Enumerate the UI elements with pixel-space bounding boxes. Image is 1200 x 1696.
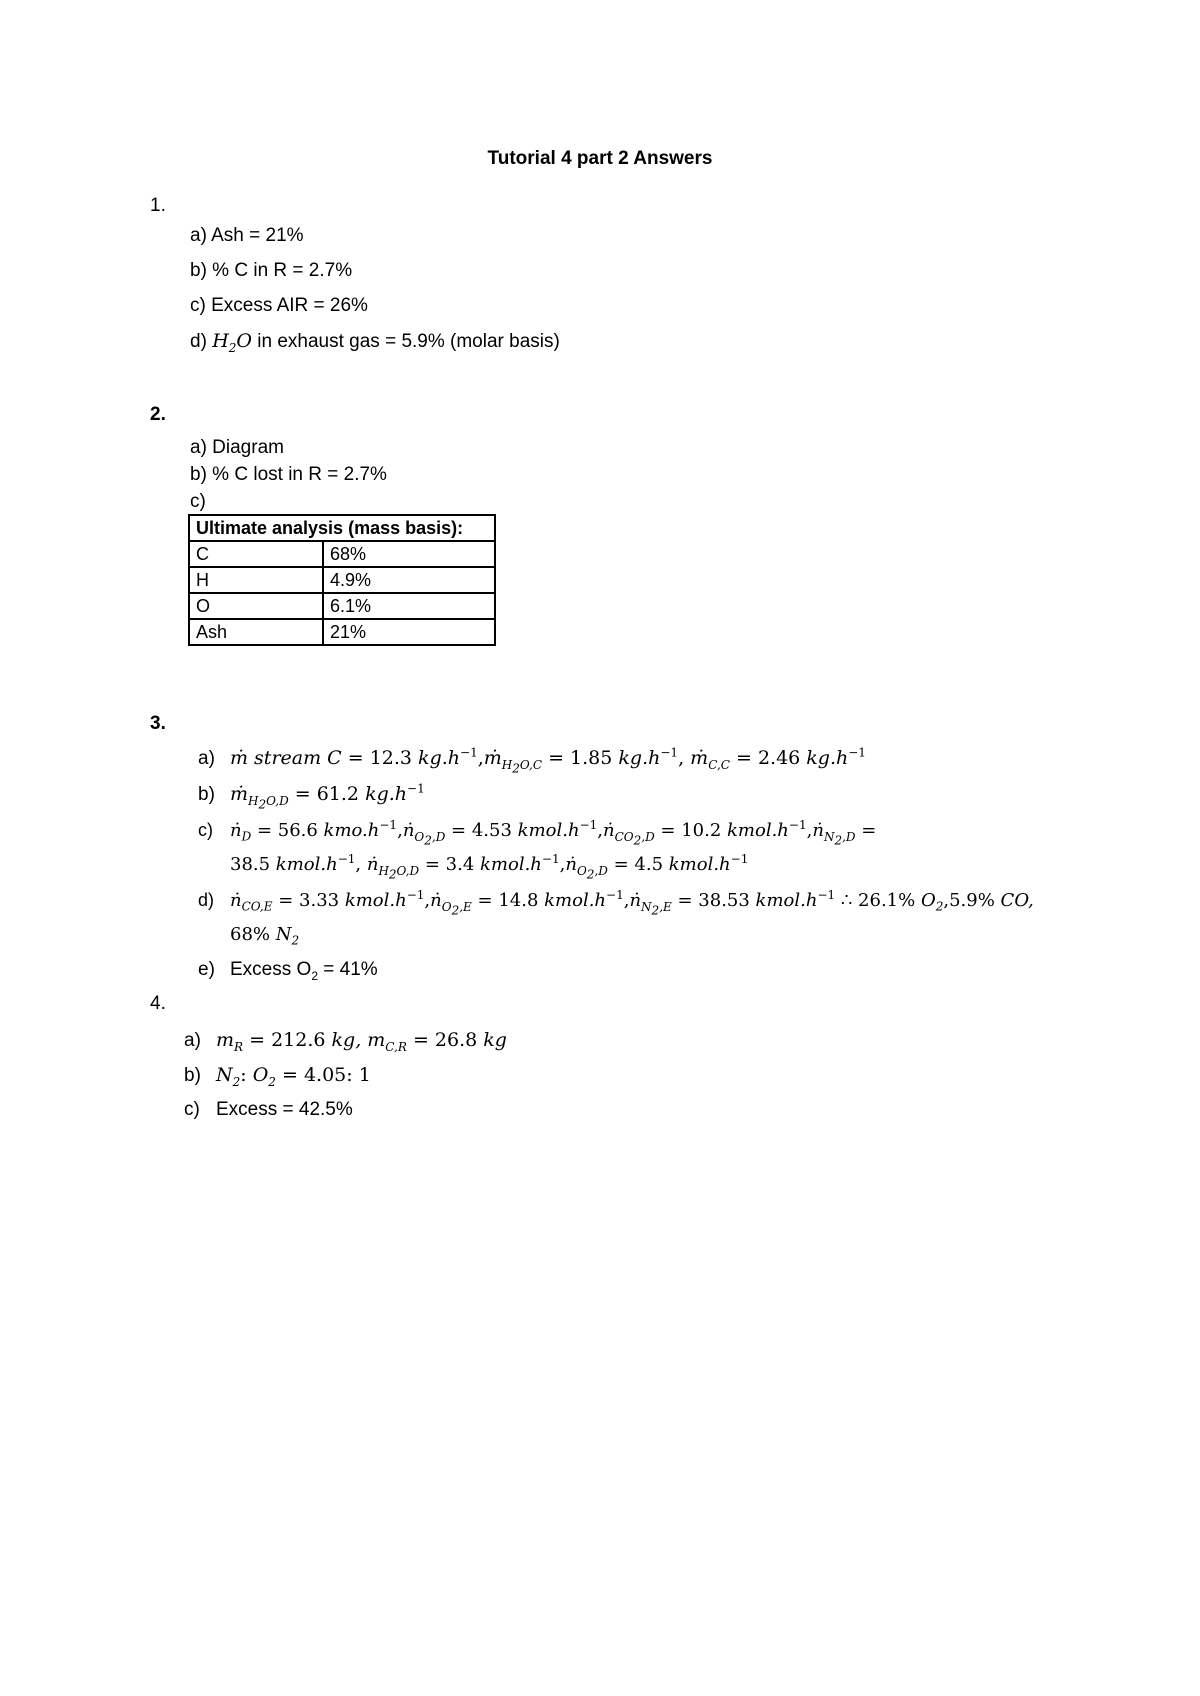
- table-cell-value: 6.1%: [323, 593, 495, 619]
- q3-d-value-3: 38.53: [698, 890, 750, 911]
- q4-b: b) $N_2$: $O_2 = 4.05$: 1: [184, 1064, 371, 1089]
- q4-a: a) $m_R = 212.6$ kg, $m_{C,R} = 26.8$ kg: [184, 1029, 507, 1054]
- q3-a-label: a): [198, 748, 215, 769]
- q4-b-value: 4.05: [303, 1064, 347, 1086]
- table-row: [189, 567, 495, 593]
- table-row: [189, 619, 495, 645]
- table-cell-element: O: [189, 593, 323, 619]
- q1-b: b) % C in R = 2.7%: [190, 260, 353, 281]
- q3-c-value-2: 4.53: [471, 820, 512, 841]
- q1-d-label: d): [190, 331, 207, 352]
- q3-c-line2: 38.5 $kmol.h^{-1}$, ṅ$_{H_2O,D}$ = 3.4 $kmol.h^{-1},ṅ_{O_2,D} = 4.5$ $kmol.h^{-1}$: [230, 852, 749, 881]
- ultimate-analysis-table: [188, 514, 496, 646]
- q1-d-text: in exhaust gas = 5.9% (molar basis): [251, 331, 560, 352]
- table-row: [189, 541, 495, 567]
- q3-c-value-6: 4.5: [634, 854, 664, 875]
- q3-c-label: c): [198, 820, 213, 840]
- q4-c: [184, 1098, 353, 1122]
- q1-number: 1.: [150, 195, 166, 216]
- q2-c: c): [190, 491, 206, 512]
- q3-c-value-1: 56.6: [277, 820, 318, 841]
- q1-a: a) Ash = 21%: [190, 225, 304, 246]
- q4-c-text: Excess = 42.5%: [216, 1099, 353, 1120]
- q3-c-value-3: 10.2: [681, 820, 722, 841]
- q1-d: [190, 329, 560, 354]
- q4-b-label: b): [184, 1065, 201, 1086]
- table-cell-value: 4.9%: [323, 567, 495, 593]
- q3-e-value: = 41%: [318, 959, 378, 980]
- q2-b: b) % C lost in R = 2.7%: [190, 464, 387, 485]
- q3-d-value-5: 5.9%: [949, 890, 995, 911]
- q3-c-line1: c) ṅ$_D$ = 56.6 $kmo.h^{-1},ṅ_{O_2,D} = 4.53$ $kmol.h^{-1},ṅ_{CO_2,D} = 10.2$ $kmol.h^{-1},ṅ_{N_2,D}$ =: [198, 818, 877, 847]
- q4-c-label: c): [184, 1099, 200, 1120]
- q3-a-value-3: 2.46: [757, 747, 801, 769]
- q3-b-label: b): [198, 784, 215, 805]
- q2-number: 2.: [150, 404, 166, 425]
- q2-a: a) Diagram: [190, 437, 284, 458]
- q3-c-value-4: 38.5: [230, 854, 271, 875]
- q3-a: a) ṁ stream C = 12.3 $kg.h^{-1},ṁ_{H_2O,C} = 1.85$ $kg.h^{-1}$, ṁ$_{C,C}$ = 2.46 $kg.h^{-1}$: [198, 745, 866, 776]
- q3-e: e) Excess $O_2 = 41\%$: [198, 959, 378, 983]
- q1-d-formula: $H_2O$: [212, 330, 252, 355]
- q3-d-value-4: 26.1%: [858, 890, 916, 911]
- q3-d-line1: d) ṅ$_{CO,E}$ = 3.33 $kmol.h^{-1},ṅ_{O_2,E} = 14.8$ $kmol.h^{-1},ṅ_{N_2,E} = 38.53$ $kmol.h^{-1}$ ∴ 26.1% $O_2,5.9\%$ CO,: [198, 888, 1034, 917]
- q3-d-value-2: 14.8: [498, 890, 539, 911]
- q3-d-line2: 68% $N_2$: [230, 924, 300, 948]
- q3-a-value-2: 1.85: [570, 747, 613, 769]
- table-cell-element: C: [189, 541, 323, 567]
- q4-number: 4.: [150, 993, 166, 1014]
- q1-c: c) Excess AIR = 26%: [190, 295, 368, 316]
- q3-e-label: e): [198, 959, 215, 980]
- q3-c-value-5: 3.4: [445, 854, 475, 875]
- table-header-row: [189, 515, 495, 541]
- q3-a-value-1: 12.3: [369, 747, 413, 769]
- table-row: [189, 593, 495, 619]
- q3-d-value-1: 3.33: [299, 890, 340, 911]
- table-header: Ultimate analysis (mass basis):: [189, 515, 495, 541]
- q4-a-value-1: 212.6: [271, 1029, 326, 1051]
- q3-d-label: d): [198, 890, 215, 910]
- q3-b-value: 61.2: [316, 783, 360, 805]
- table-cell-value: 68%: [323, 541, 495, 567]
- q3-e-text: Excess O: [230, 959, 312, 980]
- q3-d-value-6: 68%: [230, 924, 271, 945]
- table-cell-value: 21%: [323, 619, 495, 645]
- q3-b: b) ṁ$_{H_2O,D}$ = 61.2 $kg.h^{-1}$: [198, 781, 425, 812]
- q3-number: 3.: [150, 713, 166, 734]
- table-cell-element: Ash: [189, 619, 323, 645]
- table-cell-element: H: [189, 567, 323, 593]
- q4-a-value-2: 26.8: [434, 1029, 478, 1051]
- page-title: Tutorial 4 part 2 Answers: [487, 148, 713, 169]
- q4-a-label: a): [184, 1030, 201, 1051]
